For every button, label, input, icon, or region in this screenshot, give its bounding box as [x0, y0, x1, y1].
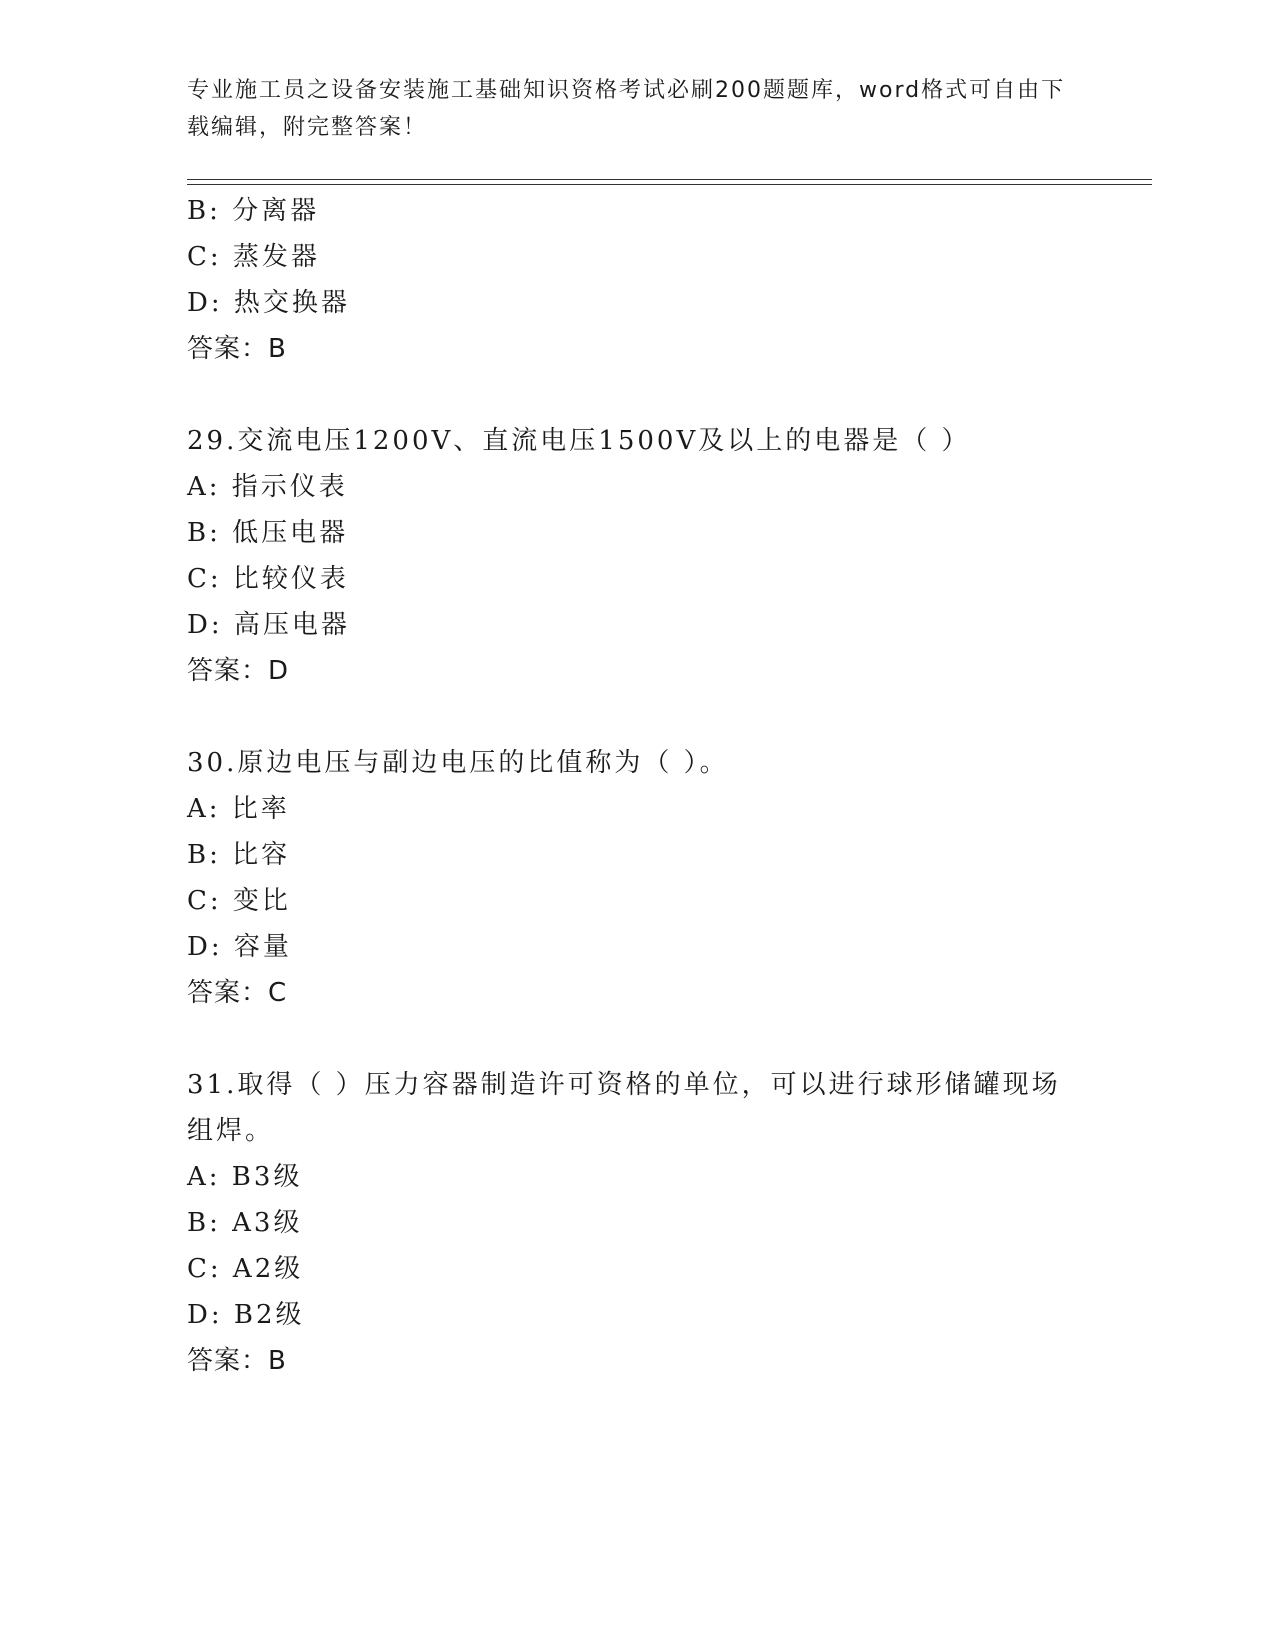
question-list — [187, 188, 1087, 1384]
question-partial — [187, 188, 1087, 372]
answer-line: 答案：C — [187, 978, 288, 1008]
document-header — [187, 72, 1087, 146]
option-a: A: B3级 — [187, 1162, 303, 1192]
option-c: C: 比较仪表 — [187, 564, 349, 594]
question-stem: 31.取得（ ）压力容器制造许可资格的单位，可以进行球形储罐现场组焊。 — [187, 1070, 1061, 1146]
spacer — [187, 1016, 1087, 1062]
option-b: B: 比容 — [187, 840, 291, 870]
document-title: 专业施工员之设备安装施工基础知识资格考试必刷200题题库，word格式可自由下载编辑，附完整答案！ — [187, 78, 1066, 140]
option-d: D: 热交换器 — [187, 288, 350, 318]
question-stem: 30.原边电压与副边电压的比值称为（ ）。 — [187, 748, 729, 778]
option-c: C: 变比 — [187, 886, 291, 916]
option-a: A: 指示仪表 — [187, 472, 348, 502]
option-d: D: 容量 — [187, 932, 292, 962]
answer-line: 答案：B — [187, 1346, 287, 1376]
question-31 — [187, 1062, 1087, 1384]
option-b: B: A3级 — [187, 1208, 303, 1238]
question-stem: 29.交流电压1200V、直流电压1500V及以上的电器是（ ） — [187, 426, 971, 456]
option-c: C: A2级 — [187, 1254, 304, 1284]
spacer — [187, 694, 1087, 740]
question-29 — [187, 418, 1087, 694]
option-c: C: 蒸发器 — [187, 242, 320, 272]
option-b: B: 低压电器 — [187, 518, 349, 548]
option-a: A: 比率 — [187, 794, 290, 824]
header-rule-bottom — [187, 184, 1152, 185]
header-rule-top — [187, 179, 1152, 180]
option-d: D: B2级 — [187, 1300, 305, 1330]
answer-line: 答案：B — [187, 334, 287, 364]
answer-line: 答案：D — [187, 656, 290, 686]
question-30 — [187, 740, 1087, 1016]
option-b: B: 分离器 — [187, 196, 320, 226]
spacer — [187, 372, 1087, 418]
option-d: D: 高压电器 — [187, 610, 350, 640]
